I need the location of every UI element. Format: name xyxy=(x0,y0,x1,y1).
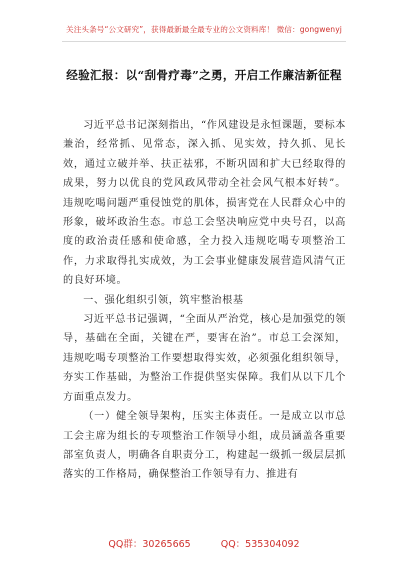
section-heading-1: 一、强化组织引领，筑牢整治根基 xyxy=(83,294,244,306)
header-divider xyxy=(62,41,346,42)
footer-contact xyxy=(0,536,408,550)
document-body xyxy=(63,116,346,485)
document-title: 经验汇报：以“刮骨疗毒”之勇，开启工作廉洁新征程 xyxy=(66,68,342,82)
paragraph-section-1: 习近平总书记强调，“全面从严治党，核心是加强党的领导，基础在全面，关键在严，要害在治”。市总工会深知，违规吃喝专项整治工作要想取得实效，必须强化组织领导，夯实工作基础，为整治工作提供坚实保障。我们从以下几个方面重点发力。 xyxy=(63,314,346,403)
header-banner: 关注头条号“公文研究”，获得最新最全最专业的公文资料库！ 微信：gongwenyj xyxy=(66,25,342,34)
paragraph-subsection-1: （一）健全领导架构，压实主体责任。一是成立以市总工会主席为组长的专项整治工作领导小组，成员涵盖各重要部室负责人，明确各自职责分工，构建起一级抓一级层层抓落实的工作格局，确保整治工作领导有力、推进有 xyxy=(63,411,346,481)
qq-number: QQ：535304092 xyxy=(220,539,300,550)
paragraph-intro: 习近平总书记深刻指出，“作风建设是永恒课题，要标本兼治，经常抓、见常态，深入抓、见实效，持久抓、见长效，通过立破并举、扶正祛邪，不断巩固和扩大已经取得的成果，努力以优良的党风政风带动全社会风气根本好转”。违规吃喝问题严重侵蚀党的肌体，损害党在人民群众心中的形象，破坏政治生态。市总工会坚决响应党中央号召，以高度的政治责任感和使命感，全力投入违规吃喝专项整治工作，力求取得扎实成效，为工会事业健康发展营造风清气正的良好环境。 xyxy=(63,120,346,287)
qq-group-number: QQ群：30265665 xyxy=(108,539,191,550)
